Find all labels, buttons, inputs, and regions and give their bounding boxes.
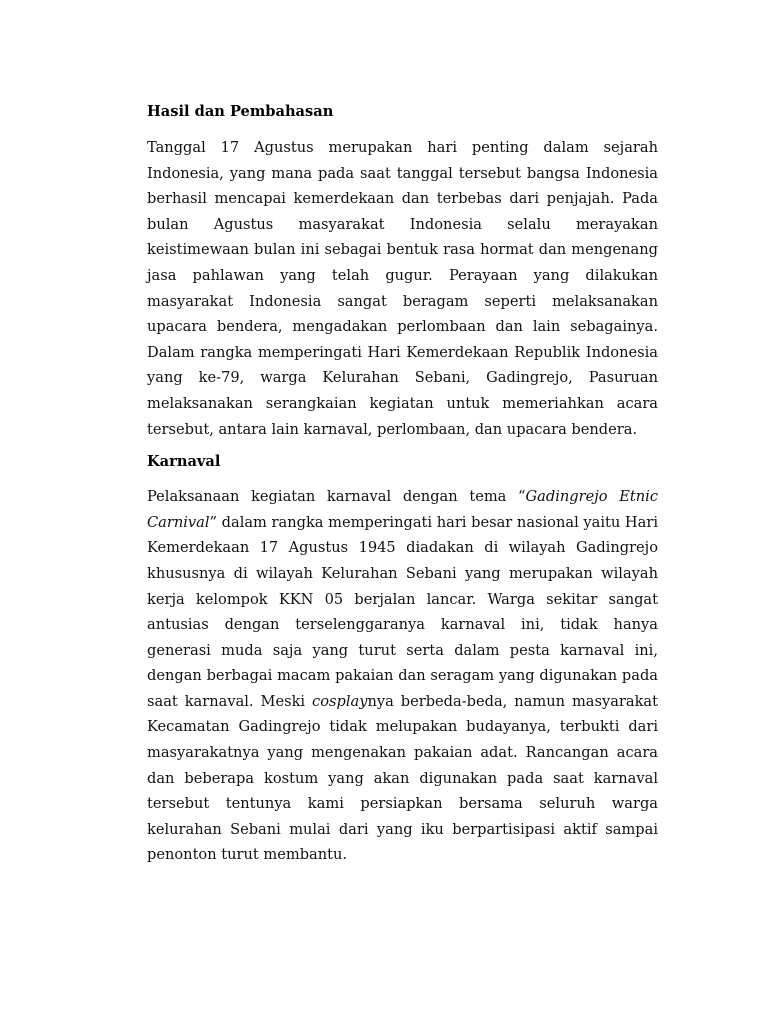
- cosplay-italic: cosplay: [312, 692, 368, 710]
- carnival-theme-italic: Gadingrejo Etnic Carnival: [147, 488, 658, 531]
- section-heading-hasil-dan-pembahasan: Hasil dan Pembahasan: [147, 103, 334, 120]
- document-body: [147, 101, 658, 868]
- paragraph-hasil-dan-pembahasan: Tanggal 17 Agustus merupakan hari penting dalam sejarah Indonesia, yang mana pada saat tanggal tersebut bangsa Indonesia berhasil mencapai kemerdekaan dan terbebas dari penjajah. Pada bulan Agustus masyarakat Indonesia selalu merayakan keistimewaan bulan ini sebagai bentuk rasa hormat dan mengenang jasa pahlawan yang telah gugur. Perayaan yang dilakukan masyarakat Indonesia sangat beragam seperti melaksanakan upacara bendera, mengadakan perlombaan dan lain sebagainya. Dalam rangka memperingati Hari Kemerdekaan Republik Indonesia yang ke-79, warga Kelurahan Sebani, Gadingrejo, Pasuruan melaksanakan serangkaian kegiatan untuk memeriahkan acara tersebut, antara lain karnaval, perlombaan, dan upacara bendera.: [147, 139, 658, 438]
- paragraph-text: nya berbeda-beda, namun masyarakat Kecamatan Gadingrejo tidak melupakan budayanya, terbukti dari masyarakatnya yang mengenakan pakaian adat. Rancangan acara dan beberapa kostum yang akan digunakan pada saat karnaval tersebut tentunya kami persiapkan bersama seluruh warga kelurahan Sebani mulai dari yang iku berpartisipasi aktif sampai penonton turut membantu.: [147, 692, 658, 864]
- section-heading-karnaval: Karnaval: [147, 453, 221, 471]
- paragraph-karnaval: [147, 484, 658, 868]
- paragraph-text: Pelaksanaan kegiatan karnaval dengan tema “: [147, 488, 526, 506]
- paragraph-text: ” dalam rangka memperingati hari besar nasional yaitu Hari Kemerdekaan 17 Agustus 1945 diadakan di wilayah Gadingrejo khususnya di wilayah Kelurahan Sebani yang merupakan wilayah kerja kelompok KKN 05 berjalan lancar. Warga sekitar sangat antusias dengan terselenggaranya karnaval ini, tidak hanya generasi muda saja yang turut serta dalam pesta karnaval ini, dengan berbagai macam pakaian dan seragam yang digunakan pada saat karnaval. Meski: [147, 513, 658, 710]
